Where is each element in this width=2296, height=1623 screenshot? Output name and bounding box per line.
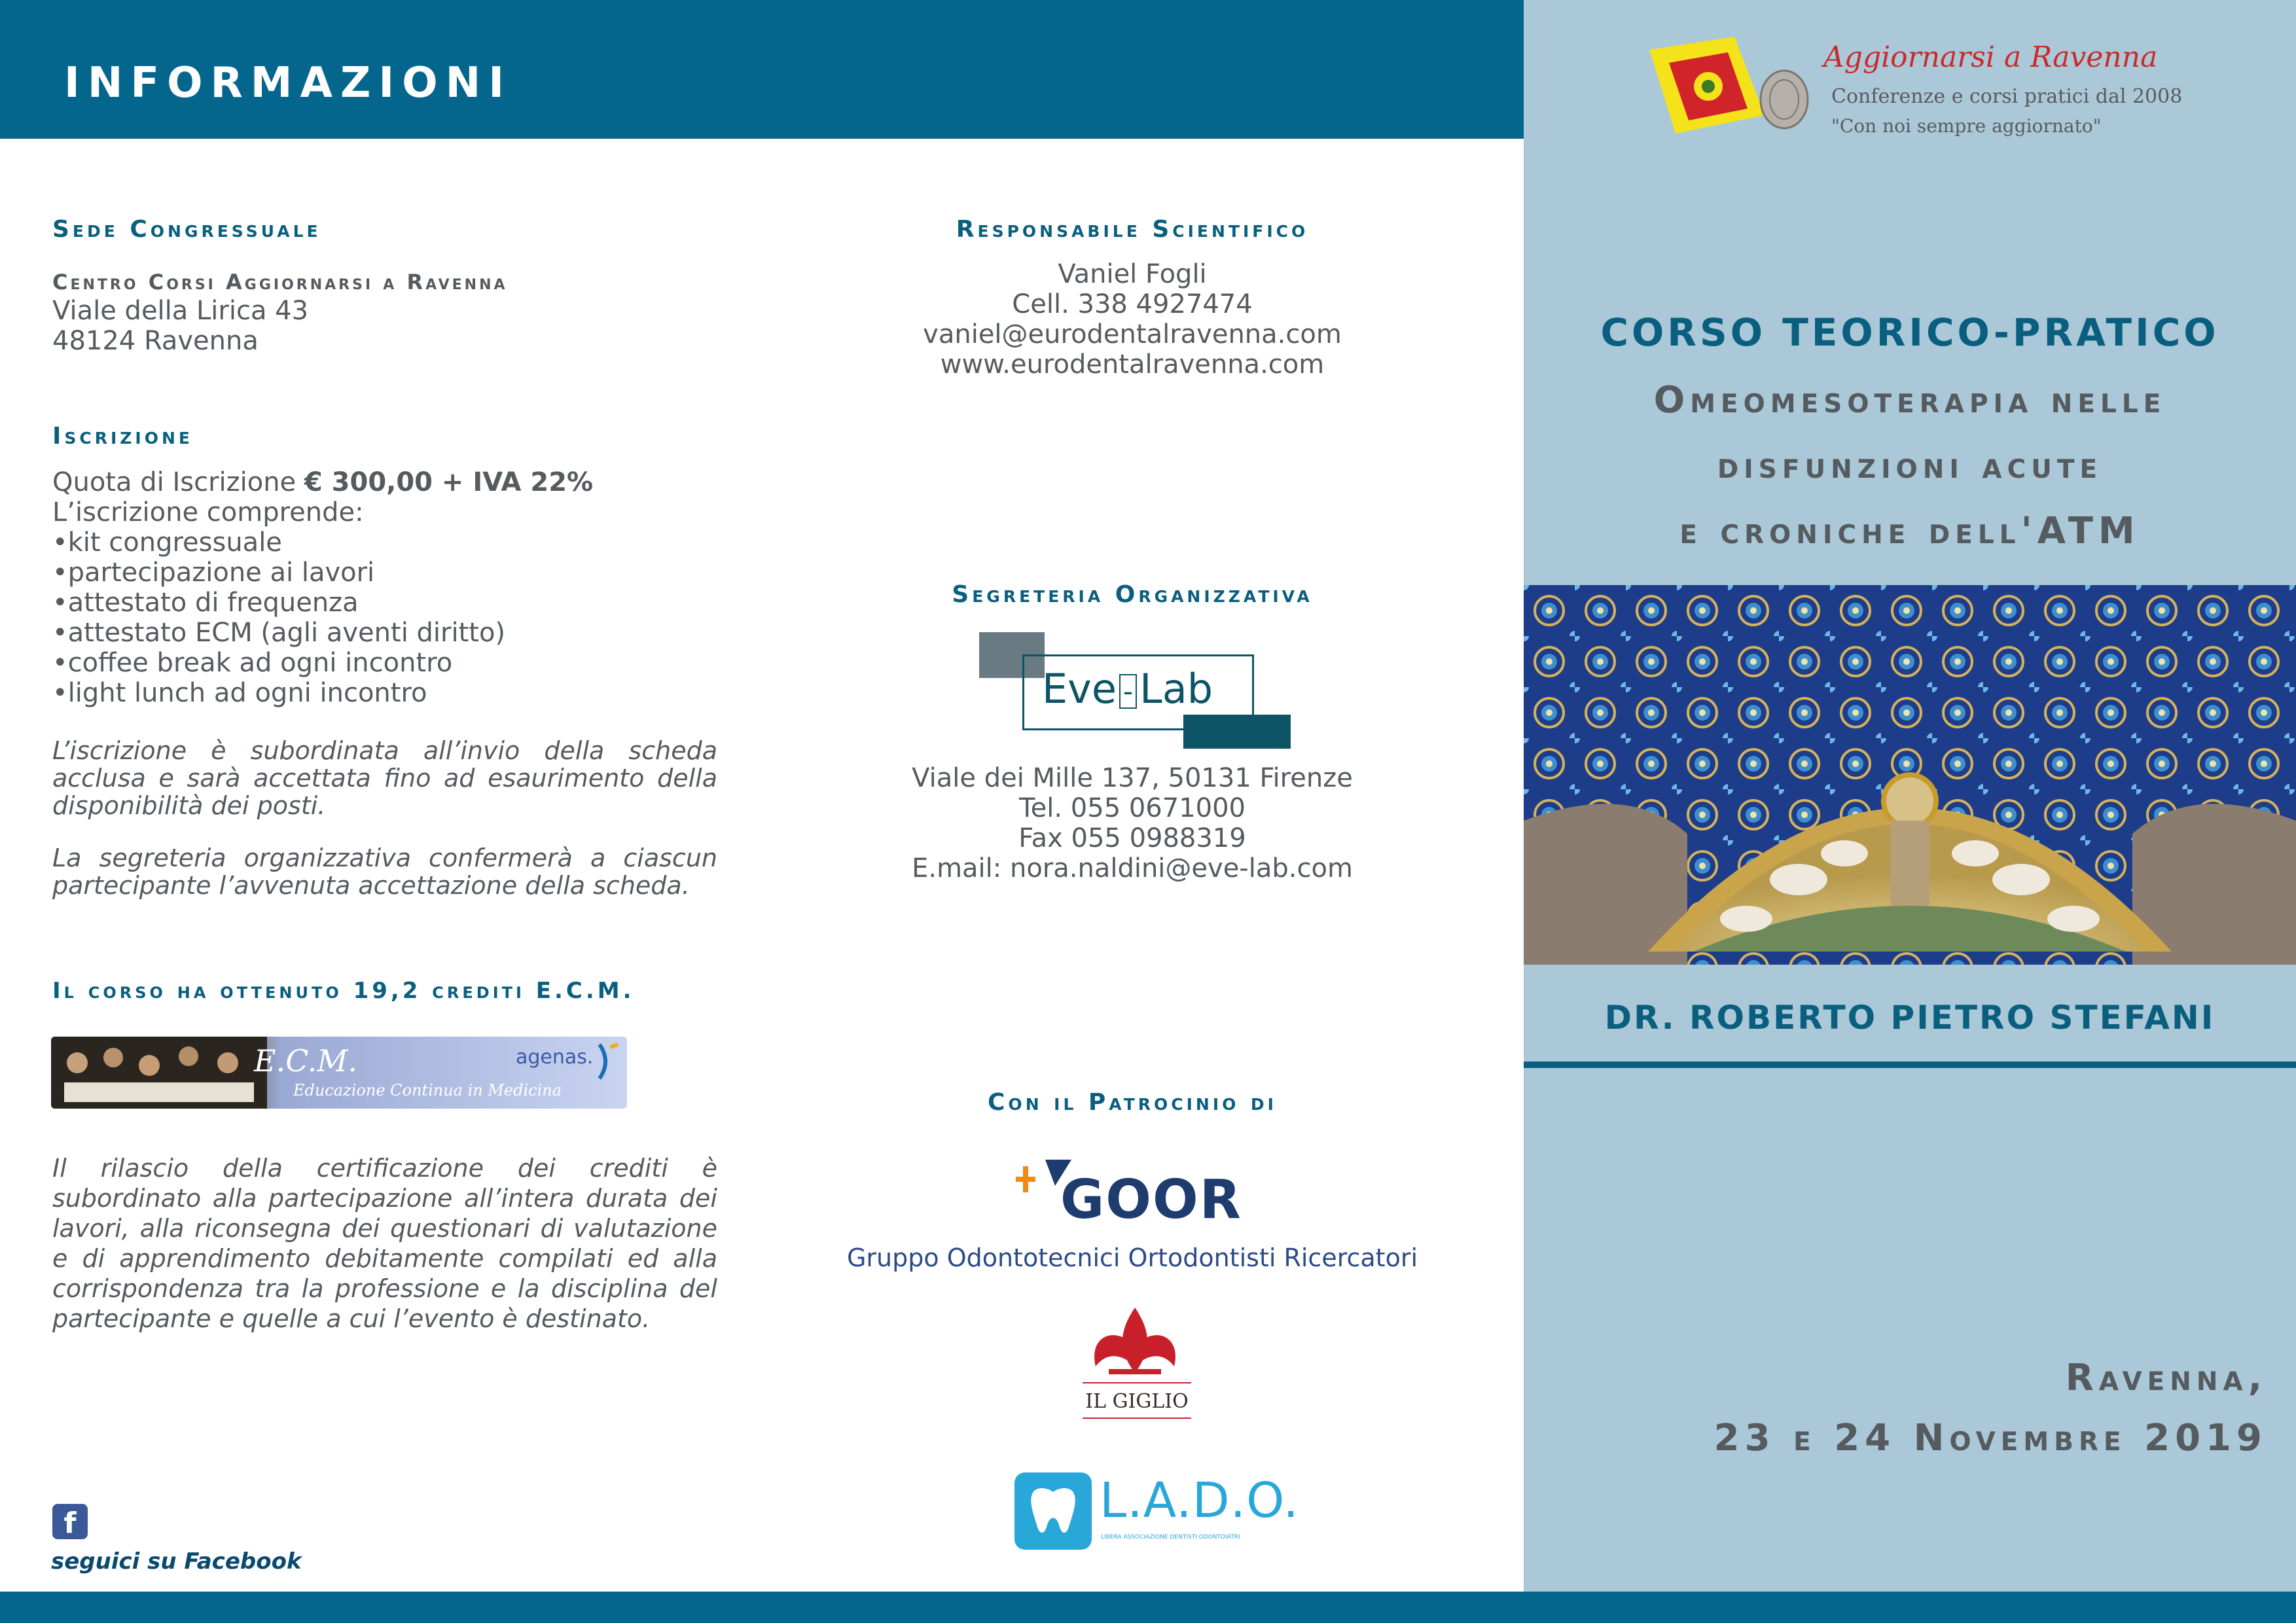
facebook-icon[interactable]: f [52,1504,88,1539]
course-type: CORSO TEORICO-PRATICO [1600,310,2219,355]
footer-band [0,1592,2296,1623]
segreteria-tel: Tel. 055 0671000 [1019,793,1246,823]
segreteria-heading: Segreteria Organizzativa [952,581,1313,608]
sede-heading: Sede Congressuale [52,216,321,243]
giglio-rule [1083,1382,1191,1383]
iscrizione-list [52,527,505,708]
ecm-note: Il rilascio della certificazione dei crediti è subordinato alla partecipazione all’intera durata dei lavori, alla riconsegna dei questionari di valutazione e di apprendimento debitamente compilati ed alla corrispondenza tra la professione e la disciplina del partecipante e quelle a cui l’evento è destinato. [52,1154,717,1333]
event-dates: 23 e 24 Novembre 2019 [1713,1417,2267,1459]
seal-icon [1758,68,1810,131]
list-item: • partecipazione ai lavori [52,558,505,588]
agenas-mark-icon [596,1042,622,1081]
lado-subtitle: LIBERA ASSOCIAZIONE DENTISTI ODONTOIATRI [1101,1534,1240,1541]
header-band [0,0,1524,139]
responsabile-email[interactable]: vaniel@eurodentalravenna.com [923,319,1342,349]
sede-address-1: Viale della Lirica 43 [52,296,309,326]
lado-tooth-icon [1014,1472,1092,1550]
ecm-banner-title: E.C.M. [254,1043,358,1079]
segreteria-email[interactable]: E.mail: nora.naldini@eve-lab.com [912,853,1353,883]
ecm-heading: Il corso ha ottenuto 19,2 crediti E.C.M. [52,978,635,1004]
iscrizione-comprende: L’iscrizione comprende: [52,497,364,527]
giglio-name: IL GIGLIO [1085,1390,1189,1413]
course-title-line-2: disfunzioni acute [1717,444,2103,487]
sede-name: Centro Corsi Aggiornarsi a Ravenna [52,270,508,294]
segreteria-address: Viale dei Mille 137, 50131 Firenze [912,763,1353,793]
responsabile-name: Vaniel Fogli [1058,259,1207,289]
evelab-logo-square-teal [1183,715,1291,749]
iscrizione-heading: Iscrizione [52,423,193,450]
brand-script: Aggiornarsi a Ravenna [1823,41,2158,74]
evelab-logo-dash: - [1119,674,1137,709]
doctor-name: DR. ROBERTO PIETRO STEFANI [1604,999,2215,1037]
responsabile-phone: Cell. 338 4927474 [1012,289,1253,319]
ecm-banner-subtitle: Educazione Continua in Medicina [293,1081,562,1099]
ecm-banner [51,1037,627,1109]
course-title-line-3: e croniche dell'ATM [1679,510,2140,552]
goor-name: Gruppo Odontotecnici Ortodontisti Ricercatori [846,1243,1418,1272]
doctor-rule [1524,1061,2296,1068]
goor-logo: GOOR [1060,1169,1242,1231]
evelab-logo-eve: Eve [1042,665,1117,713]
lado-name: L.A.D.O. [1100,1472,1299,1529]
quota-label: Quota di Iscrizione [52,467,304,497]
responsabile-web[interactable]: www.eurodentalravenna.com [940,349,1325,380]
giglio-lily-icon [1083,1301,1187,1386]
page-title: INFORMAZIONI [64,59,512,107]
segreteria-fax: Fax 055 0988319 [1018,823,1246,853]
brand-line-2: "Con noi sempre aggiornato" [1831,115,2102,137]
event-city: Ravenna, [2065,1357,2267,1399]
list-item: • attestato di frequenza [52,588,505,618]
quota-line [52,467,593,497]
evelab-logo-lab: Lab [1139,665,1213,713]
patrocinio-heading: Con il Patrocinio di [988,1089,1277,1116]
mosaic-image [1524,585,2296,965]
giglio-rule-bottom [1083,1418,1191,1419]
quota-value: € 300,00 + IVA 22% [304,467,594,497]
list-item: • kit congressuale [52,527,505,558]
ravenna-flag-icon [1649,37,1765,135]
brand-line-1: Conferenze e corsi pratici dal 2008 [1831,85,2183,108]
list-item: • attestato ECM (agli aventi diritto) [52,618,505,648]
sede-address-2: 48124 Ravenna [52,326,259,356]
ecm-painting [51,1037,267,1109]
iscrizione-note-1: L’iscrizione è subordinata all’invio della scheda acclusa e sarà accettata fino ad esaurimento della disponibilità dei posti. [52,736,717,820]
course-title-line-1: Omeomesoterapia nelle [1653,379,2166,421]
iscrizione-note-2: La segreteria organizzativa confermerà a ciascun partecipante l’avvenuta accettazione della scheda. [52,844,717,900]
facebook-link[interactable]: seguici su Facebook [51,1548,302,1575]
list-item: • light lunch ad ogni incontro [52,678,505,708]
list-item: • coffee break ad ogni incontro [52,648,505,678]
evelab-logo-text [1042,665,1213,713]
agenas-logo: agenas. [516,1046,594,1069]
responsabile-heading: Responsabile Scientifico [956,216,1309,243]
